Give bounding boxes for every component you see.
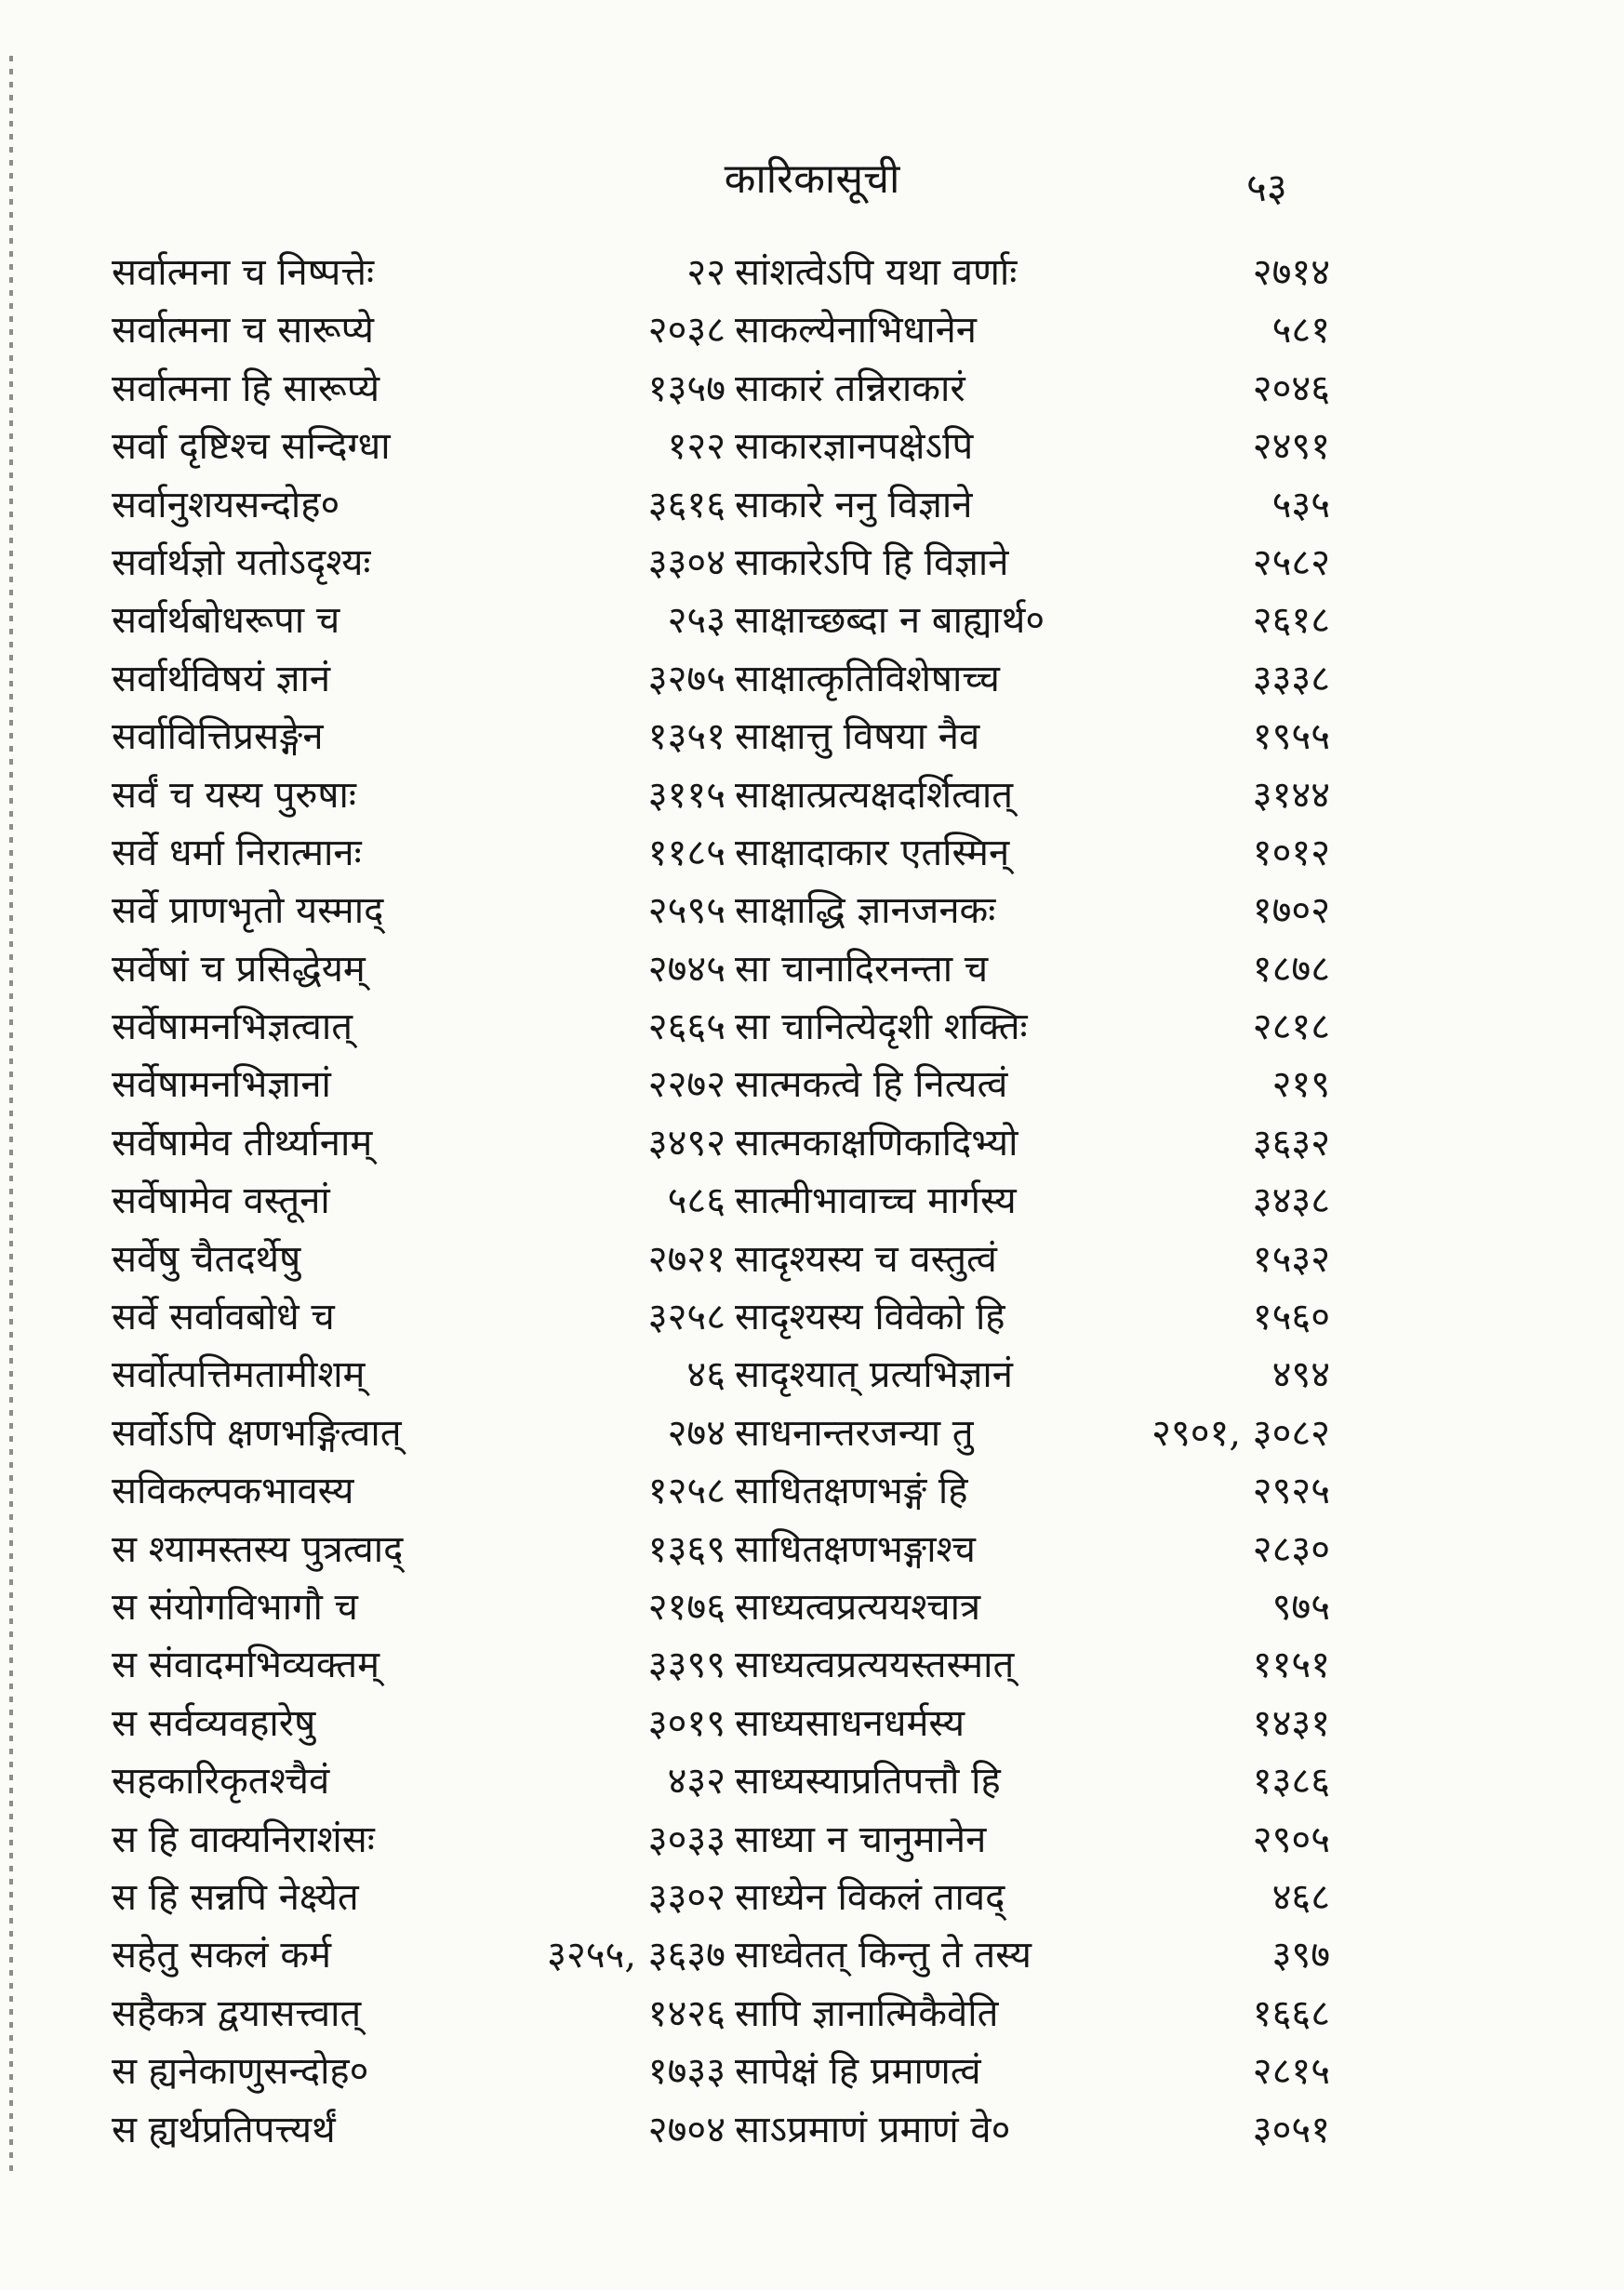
index-entry <box>735 766 1330 824</box>
index-entry <box>112 534 725 592</box>
verse-reference-number: २०४६ <box>1252 366 1330 410</box>
verse-text: सर्वे सर्वावबोधे च <box>112 1296 335 1339</box>
index-entry <box>735 708 1330 766</box>
verse-reference-number: २२७२ <box>647 1063 725 1107</box>
index-entry <box>112 1114 725 1172</box>
verse-reference-number: २१७६ <box>647 1585 725 1629</box>
verse-reference-number: १७३३ <box>647 2050 725 2094</box>
right-column-index <box>735 244 1330 2159</box>
index-entry <box>735 534 1330 592</box>
verse-reference-number: १५३२ <box>1252 1237 1330 1281</box>
index-entry <box>112 418 725 475</box>
left-column-index <box>112 244 725 2159</box>
verse-text: साक्षात्तु विषया नैव <box>735 715 980 759</box>
verse-reference-number: ३२५८ <box>647 1296 725 1339</box>
verse-reference-number: १६६८ <box>1252 1991 1330 2035</box>
index-entry <box>735 244 1330 301</box>
index-entry <box>112 301 725 359</box>
index-entry <box>112 1578 725 1636</box>
verse-text: सर्वोऽपि क्षणभङ्गित्वात् <box>112 1411 402 1455</box>
verse-reference-number: ४६ <box>686 1353 725 1397</box>
verse-text: सापि ज्ञानात्मिकैवेति <box>735 1991 999 2035</box>
verse-text: स सर्वव्यवहारेषु <box>112 1701 316 1745</box>
verse-text: सर्वात्मना च निष्पत्तेः <box>112 251 375 294</box>
verse-reference-number: १०१२ <box>1252 831 1330 874</box>
index-entry <box>112 2101 725 2159</box>
verse-reference-number: १४२६ <box>647 1991 725 2035</box>
verse-text: सादृश्यात् प्रत्यभिज्ञानं <box>735 1353 1013 1397</box>
verse-reference-number: ४६८ <box>1271 1875 1330 1919</box>
verse-text: सर्वार्थज्ञो यतोऽदृश्यः <box>112 540 371 584</box>
verse-text: साऽप्रमाणं प्रमाणं वे० <box>735 2108 1011 2151</box>
verse-reference-number: ३११५ <box>647 773 725 817</box>
verse-text: स ह्यनेकाणुसन्दोह० <box>112 2050 369 2094</box>
index-entry <box>735 1346 1330 1404</box>
index-entry <box>735 1578 1330 1636</box>
verse-reference-number: २९०५ <box>1252 1817 1330 1861</box>
index-entry <box>735 1114 1330 1172</box>
verse-text: साक्षादाकार एतस्मिन् <box>735 831 1010 874</box>
index-entry <box>112 1462 725 1520</box>
index-entry <box>735 301 1330 359</box>
index-entry <box>735 1811 1330 1869</box>
verse-reference-number: ९७५ <box>1271 1585 1330 1629</box>
verse-text: साकल्येनाभिधानेन <box>735 309 977 353</box>
index-entry <box>735 360 1330 418</box>
verse-text: साध्या न चानुमानेन <box>735 1817 987 1861</box>
verse-text: साक्षाद्धि ज्ञानजनकः <box>735 889 996 933</box>
verse-reference-number: १९५५ <box>1252 715 1330 759</box>
verse-reference-number: ३२७५ <box>647 657 725 700</box>
verse-text: साध्यत्वप्रत्ययस्तस्मात् <box>735 1644 1015 1687</box>
verse-reference-number: ११८५ <box>647 831 725 874</box>
index-entry <box>112 1521 725 1578</box>
index-entry <box>112 1811 725 1869</box>
verse-text: सा चानित्येदृशी शक्तिः <box>735 1005 1028 1049</box>
verse-text: साक्षात्प्रत्यक्षदर्शित्वात् <box>735 773 1014 817</box>
index-entry <box>735 824 1330 882</box>
verse-text: सर्वं च यस्य पुरुषाः <box>112 773 356 817</box>
verse-text: स संवादमभिव्यक्तम् <box>112 1644 380 1687</box>
index-entry <box>735 1926 1330 1984</box>
verse-reference-number: ३९७ <box>1271 1934 1330 1977</box>
index-entry <box>735 1985 1330 2043</box>
verse-text: सर्वे प्राणभृतो यस्माद् <box>112 889 384 933</box>
index-entry <box>112 1985 725 2043</box>
verse-reference-number: २८१५ <box>1252 2050 1330 2094</box>
index-entry <box>112 1172 725 1230</box>
index-entry <box>112 998 725 1056</box>
index-entry <box>112 2043 725 2100</box>
index-entry <box>112 824 725 882</box>
verse-reference-number: २६६५ <box>647 1005 725 1049</box>
index-entry <box>112 766 725 824</box>
index-entry <box>735 1636 1330 1694</box>
verse-reference-number: ५८६ <box>667 1179 725 1223</box>
verse-reference-number: २०३८ <box>647 309 725 353</box>
verse-text: सर्वात्मना हि सारूप्ये <box>112 366 380 410</box>
verse-reference-number: ३३०४ <box>647 540 725 584</box>
index-entry <box>112 360 725 418</box>
index-entry <box>112 1695 725 1752</box>
verse-text: साधनान्तरजन्या तु <box>735 1411 974 1455</box>
verse-text: साध्यत्वप्रत्ययश्चात्र <box>735 1585 981 1629</box>
verse-reference-number: २७२१ <box>647 1237 725 1281</box>
verse-reference-number: ३०५१ <box>1252 2108 1330 2151</box>
verse-text: सर्वानुशयसन्दोह० <box>112 483 340 526</box>
verse-text: स ह्यर्थप्रतिपत्त्यर्थं <box>112 2108 336 2151</box>
index-entry <box>735 940 1330 998</box>
verse-reference-number: २८३० <box>1252 1527 1330 1571</box>
verse-reference-number: ३०३३ <box>647 1817 725 1861</box>
verse-text: स हि सन्नपि नेक्ष्येत <box>112 1875 359 1919</box>
page-edge-shadow <box>9 56 13 2177</box>
verse-text: सात्मकत्वे हि नित्यत्वं <box>735 1063 1008 1107</box>
verse-reference-number: २२ <box>686 251 725 294</box>
verse-reference-number: २९०१, ३०८२ <box>1151 1411 1330 1455</box>
verse-text: साकारे ननु विज्ञाने <box>735 483 973 526</box>
verse-text: सर्वात्मना च सारूप्ये <box>112 309 374 353</box>
index-entry <box>735 1288 1330 1346</box>
index-entry <box>112 940 725 998</box>
verse-text: साधितक्षणभङ्गं हि <box>735 1470 968 1513</box>
verse-reference-number: ३१४४ <box>1252 773 1330 817</box>
index-entry <box>112 882 725 939</box>
verse-text: साकारेऽपि हि विज्ञाने <box>735 540 1009 584</box>
index-entry <box>112 1926 725 1984</box>
verse-reference-number: १३६९ <box>647 1527 725 1571</box>
index-entry <box>735 1405 1330 1462</box>
index-entry <box>112 1231 725 1288</box>
index-entry <box>112 1405 725 1462</box>
verse-reference-number: ३३३८ <box>1252 657 1330 700</box>
index-entry <box>112 1636 725 1694</box>
index-entry <box>112 1346 725 1404</box>
verse-reference-number: १७०२ <box>1252 889 1330 933</box>
verse-reference-number: ३४३८ <box>1252 1179 1330 1223</box>
page-title: कारिकासूची <box>724 155 900 203</box>
index-entry <box>735 882 1330 939</box>
verse-text: साध्वेतत् किन्तु ते तस्य <box>735 1934 1032 1977</box>
verse-text: सर्वोत्पत्तिमतामीशम् <box>112 1353 366 1397</box>
verse-text: साधितक्षणभङ्गाश्च <box>735 1527 976 1571</box>
verse-reference-number: २८१८ <box>1252 1005 1330 1049</box>
verse-text: सात्मीभावाच्च मार्गस्य <box>735 1179 1017 1223</box>
verse-text: साक्षाच्छब्दा न बाह्यार्थ० <box>735 599 1045 643</box>
index-entry <box>735 1869 1330 1926</box>
verse-text: साध्यसाधनधर्मस्य <box>735 1701 965 1745</box>
verse-text: सर्वे धर्मा निरात्मानः <box>112 831 362 874</box>
index-entry <box>735 1521 1330 1578</box>
verse-text: सर्वेषामेव तीर्थ्यानाम् <box>112 1121 373 1165</box>
verse-text: सर्वार्थबोधरूपा च <box>112 599 340 643</box>
verse-text: सर्वेषामेव वस्तूनां <box>112 1179 330 1223</box>
index-entry <box>735 1462 1330 1520</box>
verse-reference-number: २६१८ <box>1252 599 1330 643</box>
verse-reference-number: १८७८ <box>1252 947 1330 991</box>
verse-text: सादृश्यस्य विवेको हि <box>735 1296 1005 1339</box>
verse-text: सादृश्यस्य च वस्तुत्वं <box>735 1237 997 1281</box>
verse-text: साक्षात्कृतिविशेषाच्च <box>735 657 1000 700</box>
index-entry <box>112 1288 725 1346</box>
verse-text: सर्वेषां च प्रसिद्धेयम् <box>112 947 366 991</box>
verse-text: साकारज्ञानपक्षेऽपि <box>735 425 974 469</box>
index-entry <box>112 1056 725 1113</box>
verse-text: सहेतु सकलं कर्म <box>112 1934 332 1977</box>
verse-reference-number: १२५८ <box>647 1470 725 1513</box>
verse-text: साकारं तन्निराकारं <box>735 366 965 410</box>
index-entry <box>735 650 1330 708</box>
index-entry <box>112 1869 725 1926</box>
verse-text: साध्यस्याप्रतिपत्तौ हि <box>735 1760 1001 1804</box>
verse-reference-number: ५३५ <box>1271 483 1330 526</box>
verse-reference-number: २७४ <box>667 1411 725 1455</box>
verse-text: सविकल्पकभावस्य <box>112 1470 354 1513</box>
verse-reference-number: २१९ <box>1271 1063 1330 1107</box>
verse-reference-number: ५८१ <box>1271 309 1330 353</box>
verse-reference-number: २७४५ <box>647 947 725 991</box>
verse-text: सांशत्वेऽपि यथा वर्णाः <box>735 251 1018 294</box>
verse-reference-number: २४९१ <box>1252 425 1330 469</box>
page-number: ५३ <box>1246 165 1287 210</box>
index-entry <box>735 2101 1330 2159</box>
index-entry <box>112 708 725 766</box>
verse-reference-number: १३८६ <box>1252 1760 1330 1804</box>
verse-text: सापेक्षं हि प्रमाणत्वं <box>735 2050 981 2094</box>
index-entry <box>112 476 725 534</box>
index-entry <box>735 1231 1330 1288</box>
verse-reference-number: ३३०२ <box>647 1875 725 1919</box>
index-entry <box>735 1056 1330 1113</box>
verse-reference-number: ३०१९ <box>647 1701 725 1745</box>
verse-reference-number: २७१४ <box>1252 251 1330 294</box>
verse-reference-number: १४३१ <box>1252 1701 1330 1745</box>
verse-text: सर्वार्थविषयं ज्ञानं <box>112 657 331 700</box>
verse-text: सर्वेषु चैतदर्थेषु <box>112 1237 301 1281</box>
verse-reference-number: ३६३२ <box>1252 1121 1330 1165</box>
index-entry <box>112 650 725 708</box>
verse-reference-number: १३५१ <box>647 715 725 759</box>
verse-text: सर्वेषामनभिज्ञत्वात् <box>112 1005 353 1049</box>
verse-reference-number: ४३२ <box>667 1760 725 1804</box>
verse-text: सर्वावित्तिप्रसङ्गेन <box>112 715 324 759</box>
verse-text: सहकारिकृतश्चैवं <box>112 1760 330 1804</box>
verse-text: सहैकत्र द्वयासत्त्वात् <box>112 1991 362 2035</box>
verse-text: सा चानादिरनन्ता च <box>735 947 989 991</box>
verse-reference-number: २५९५ <box>647 889 725 933</box>
verse-reference-number: ३४९२ <box>647 1121 725 1165</box>
index-entry <box>735 1172 1330 1230</box>
verse-text: सर्वेषामनभिज्ञानां <box>112 1063 331 1107</box>
index-entry <box>735 2043 1330 2100</box>
verse-text: साध्येन विकलं तावद् <box>735 1875 1005 1919</box>
index-entry <box>735 476 1330 534</box>
verse-reference-number: ११५१ <box>1252 1644 1330 1687</box>
verse-reference-number: १३५७ <box>647 366 725 410</box>
verse-reference-number: २७०४ <box>647 2108 725 2151</box>
index-entry <box>735 1752 1330 1810</box>
verse-reference-number: ३२५५, ३६३७ <box>547 1934 725 1977</box>
verse-reference-number: १५६० <box>1252 1296 1330 1339</box>
index-entry <box>112 244 725 301</box>
verse-reference-number: ३६१६ <box>647 483 725 526</box>
verse-reference-number: २५३ <box>667 599 725 643</box>
index-entry <box>112 1752 725 1810</box>
verse-text: स श्यामस्तस्य पुत्रत्वाद् <box>112 1527 404 1571</box>
verse-text: सर्वा दृष्टिश्च सन्दिग्धा <box>112 425 391 469</box>
index-entry <box>735 1695 1330 1752</box>
verse-reference-number: १२२ <box>667 425 725 469</box>
index-entry <box>735 998 1330 1056</box>
verse-reference-number: ४९४ <box>1271 1353 1330 1397</box>
verse-text: स हि वाक्यनिराशंसः <box>112 1817 375 1861</box>
index-entry <box>735 418 1330 475</box>
verse-reference-number: २९२५ <box>1252 1470 1330 1513</box>
index-entry <box>112 592 725 649</box>
verse-reference-number: ३३९९ <box>647 1644 725 1687</box>
verse-text: सात्मकाक्षणिकादिभ्यो <box>735 1121 1018 1165</box>
index-entry <box>735 592 1330 649</box>
verse-reference-number: २५८२ <box>1252 540 1330 584</box>
verse-text: स संयोगविभागौ च <box>112 1585 358 1629</box>
